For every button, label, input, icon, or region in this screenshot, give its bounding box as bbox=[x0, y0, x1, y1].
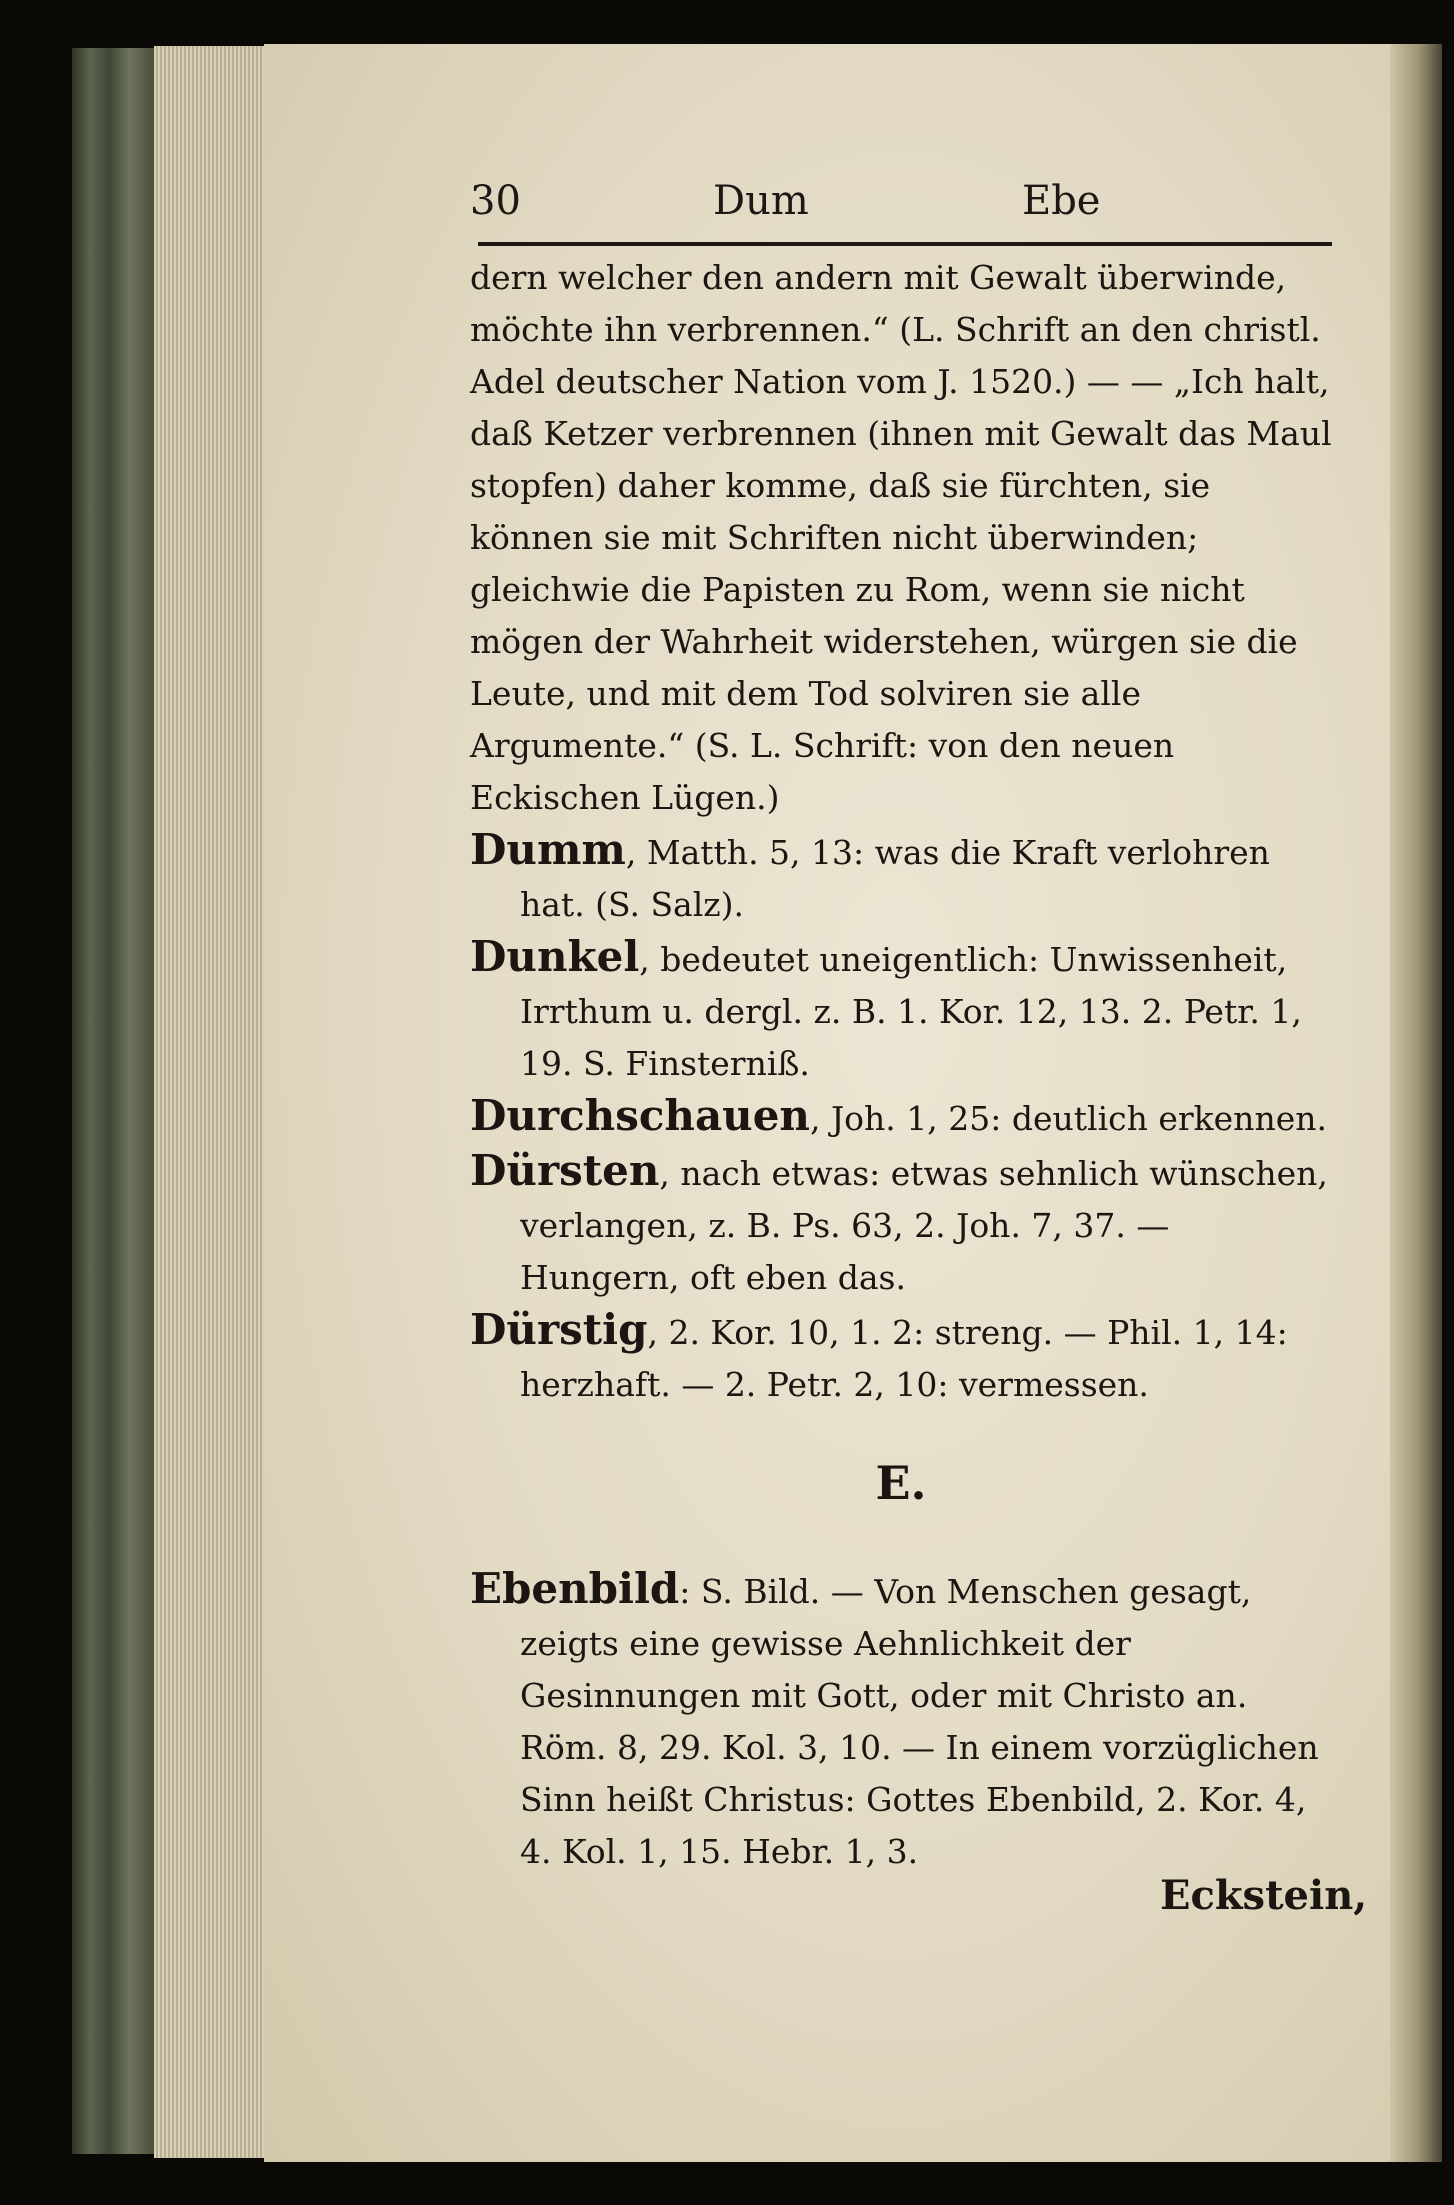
entry-duerstig bbox=[470, 1304, 1332, 1411]
entry-text: , Matth. 5, 13: was die Kraft verlohren hat. (S. Salz). bbox=[520, 833, 1270, 924]
book-cover-edge bbox=[72, 48, 156, 2154]
page-edges bbox=[154, 46, 264, 2158]
section-letter: E. bbox=[875, 1456, 927, 1510]
entry-text: : S. Bild. — Von Menschen gesagt, zeigts eine gewisse Aehnlichkeit der Gesinnungen mit Gott, oder mit Christo an. Röm. 8, 29. Kol. 3, 10. — In einem vorzüglichen Sinn heißt Christus: Gottes Ebenbild, 2. Kor. 4, 4. Kol. 1, 15. Hebr. 1, 3. bbox=[520, 1572, 1319, 1871]
entry-text: , 2. Kor. 10, 1. 2: streng. — Phil. 1, 14: herzhaft. — 2. Petr. 2, 10: vermessen. bbox=[520, 1313, 1288, 1404]
entry-term: Durchschauen bbox=[470, 1091, 810, 1140]
page-gutter bbox=[1390, 44, 1442, 2162]
entry-text: , Joh. 1, 25: deutlich erkennen. bbox=[809, 1099, 1327, 1138]
guide-word-left: Dum bbox=[713, 178, 809, 224]
entry-durchschauen bbox=[470, 1090, 1332, 1145]
entry-text: , bedeutet uneigentlich: Unwissenheit, Irrthum u. dergl. z. B. 1. Kor. 12, 13. 2. Petr. 1, 19. S. Finsterniß. bbox=[520, 940, 1302, 1083]
entry-term: Dunkel bbox=[470, 932, 640, 981]
entry-term: Ebenbild bbox=[470, 1564, 680, 1613]
entry-ebenbild bbox=[470, 1563, 1332, 1878]
entry-term: Dürsten bbox=[470, 1146, 660, 1195]
entry-term: Dumm bbox=[470, 825, 626, 874]
header-rule bbox=[478, 242, 1332, 246]
catchword: Eckstein, bbox=[1160, 1872, 1368, 1919]
entry-dunkel bbox=[470, 931, 1332, 1090]
page-number: 30 bbox=[470, 178, 521, 224]
entry-text: , nach etwas: etwas sehnlich wünschen, verlangen, z. B. Ps. 63, 2. Joh. 7, 37. — Hungern, oft eben das. bbox=[520, 1154, 1328, 1297]
running-header bbox=[470, 178, 1330, 238]
continued-paragraph: dern welcher den andern mit Gewalt überwinde, möchte ihn verbrennen.“ (L. Schrift an den christl. Adel deutscher Nation vom J. 1520.) — — „Ich halt, daß Ketzer verbrennen (ihnen mit Gewalt das Maul stopfen) daher komme, daß sie fürchten, sie können sie mit Schriften nicht überwinden; gleichwie die Papisten zu Rom, wenn sie nicht mögen der Wahrheit widerstehen, würgen sie die Leute, und mit dem Tod solviren sie alle Argumente.“ (S. L. Schrift: von den neuen Eckischen Lügen.) bbox=[470, 258, 1332, 817]
main-text bbox=[470, 252, 1332, 1878]
entry-dumm bbox=[470, 824, 1332, 931]
entry-duersten bbox=[470, 1145, 1332, 1304]
entry-term: Dürstig bbox=[470, 1305, 648, 1354]
guide-word-right: Ebe bbox=[1022, 178, 1101, 224]
